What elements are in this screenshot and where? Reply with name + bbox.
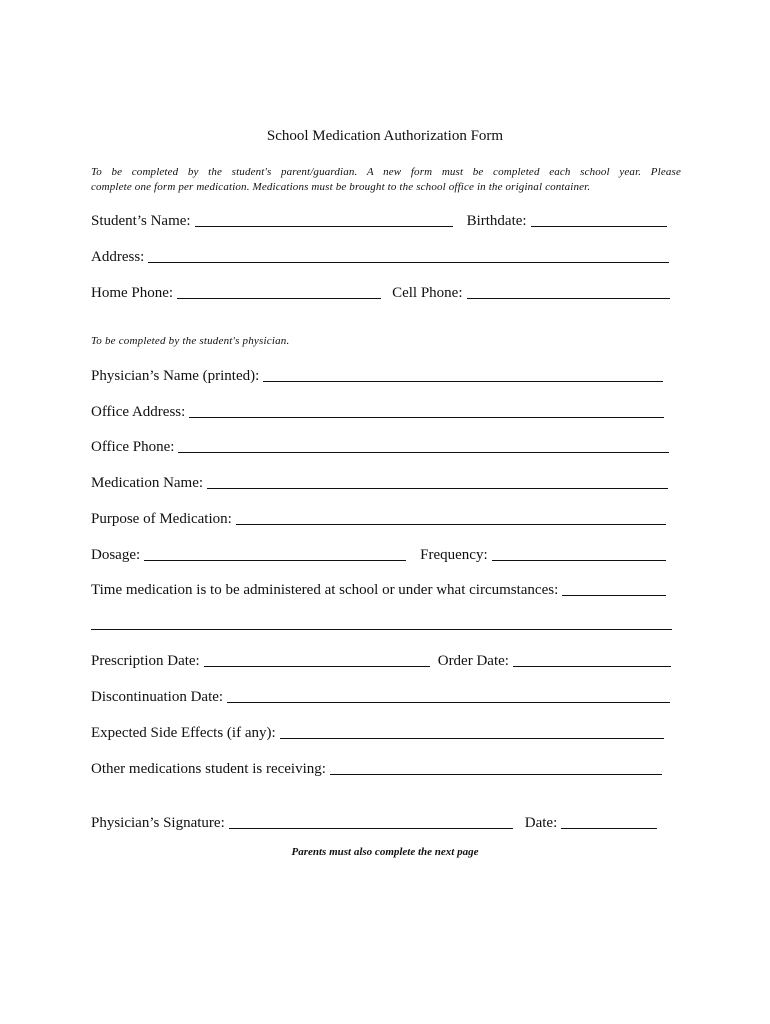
address-field[interactable]: [148, 247, 669, 263]
physicians-name-label: Physician’s Name (printed):: [91, 368, 260, 384]
discontinuation-date-field[interactable]: [227, 687, 670, 703]
purpose-label: Purpose of Medication:: [91, 511, 232, 527]
prescription-date-row: [91, 650, 673, 670]
medication-name-row: [91, 472, 673, 492]
time-administered-row: [91, 579, 673, 599]
time-administered-label: Time medication is to be administered at school or under what circumstances:: [91, 582, 559, 598]
student-name-row: [91, 210, 673, 230]
time-administered-field[interactable]: [562, 580, 666, 596]
office-address-field[interactable]: [189, 402, 664, 418]
home-phone-field[interactable]: [177, 283, 381, 299]
instructions-line-2: complete one form per medication. Medications must be brought to the school office in the original container.: [91, 181, 591, 193]
physician-signature-field[interactable]: [229, 813, 513, 829]
physician-signature-label: Physician’s Signature:: [91, 815, 225, 831]
other-medications-label: Other medications student is receiving:: [91, 761, 326, 777]
side-effects-field[interactable]: [280, 723, 664, 739]
other-medications-row: [91, 758, 673, 778]
order-date-label: Order Date:: [437, 653, 509, 669]
side-effects-label: Expected Side Effects (if any):: [91, 725, 276, 741]
cell-phone-label: Cell Phone:: [392, 285, 463, 301]
order-date-field[interactable]: [513, 651, 671, 667]
discontinuation-date-row: [91, 686, 673, 706]
signature-date-field[interactable]: [561, 813, 657, 829]
side-effects-row: [91, 722, 673, 742]
office-phone-field[interactable]: [178, 437, 669, 453]
dosage-label: Dosage:: [91, 547, 141, 563]
discontinuation-date-label: Discontinuation Date:: [91, 689, 224, 705]
phone-row: [91, 282, 673, 302]
birthdate-label: Birthdate:: [466, 213, 527, 229]
form-title: School Medication Authorization Form: [266, 128, 504, 144]
home-phone-label: Home Phone:: [91, 285, 174, 301]
next-page-note: Parents must also complete the next page: [291, 846, 479, 858]
prescription-date-field[interactable]: [204, 651, 430, 667]
frequency-label: Frequency:: [420, 547, 488, 563]
purpose-row: [91, 508, 673, 528]
dosage-row: [91, 544, 673, 564]
frequency-field[interactable]: [492, 545, 666, 561]
office-address-label: Office Address:: [91, 404, 186, 420]
date-label: Date:: [524, 815, 558, 831]
address-label: Address:: [91, 249, 145, 265]
office-address-row: [91, 401, 673, 421]
physician-section-note: To be completed by the student's physician.: [91, 335, 290, 347]
address-row: [91, 246, 673, 266]
instructions-line-1: To be completed by the student's parent/guardian. A new form must be completed each school year. Please: [91, 166, 681, 178]
purpose-field[interactable]: [236, 509, 666, 525]
signature-row: [91, 812, 673, 832]
office-phone-label: Office Phone:: [91, 439, 175, 455]
parent-instructions: [91, 165, 681, 195]
time-administered-continuation-line[interactable]: [91, 629, 672, 630]
physician-name-row: [91, 365, 673, 385]
office-phone-row: [91, 436, 673, 456]
students-name-field[interactable]: [195, 211, 453, 227]
birthdate-field[interactable]: [531, 211, 667, 227]
students-name-label: Student’s Name:: [91, 213, 191, 229]
other-medications-field[interactable]: [330, 759, 662, 775]
medication-name-field[interactable]: [207, 473, 668, 489]
medication-name-label: Medication Name:: [91, 475, 204, 491]
cell-phone-field[interactable]: [467, 283, 670, 299]
dosage-field[interactable]: [144, 545, 406, 561]
physicians-name-field[interactable]: [263, 366, 663, 382]
prescription-date-label: Prescription Date:: [91, 653, 200, 669]
